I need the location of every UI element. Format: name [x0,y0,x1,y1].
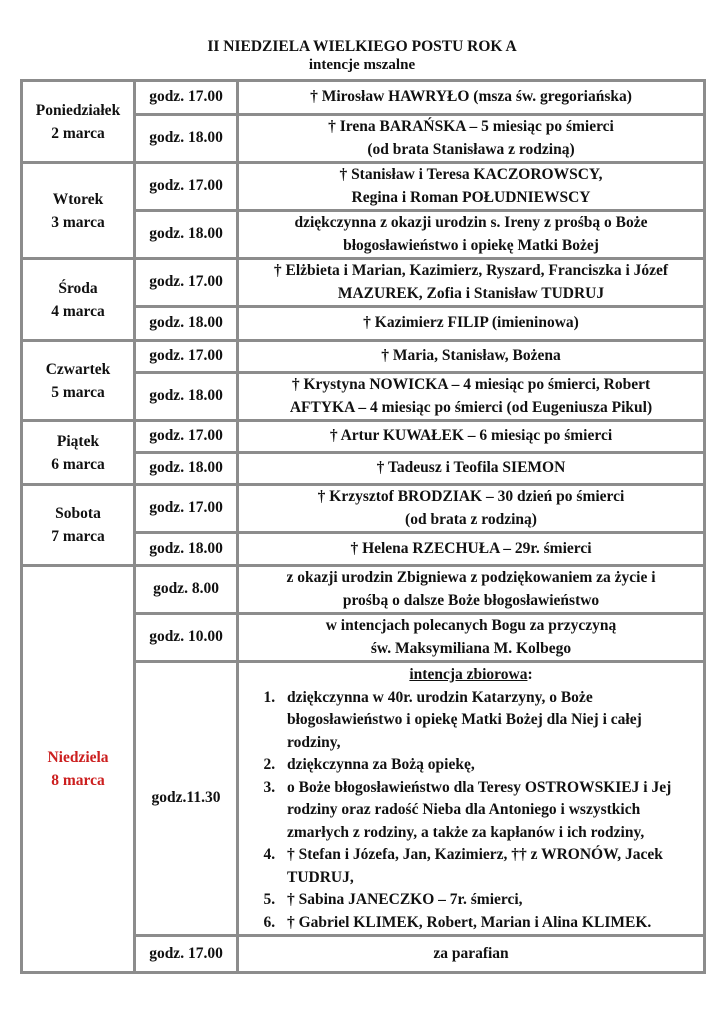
intention-line: Regina i Roman POŁUDNIEWSCY [351,188,591,206]
day-name: Środa [58,279,98,297]
intention-line: † Mirosław HAWRYŁO (msza św. gregoriańska) [310,88,632,106]
mass-time: godz.11.30 [135,662,238,936]
mass-intention [238,614,705,662]
mass-time: godz. 17.00 [135,259,238,307]
page-title: II NIEDZIELA WIELKIEGO POSTU ROK A [207,38,517,55]
mass-intention [238,211,705,259]
mass-intention [238,533,705,566]
day-date: 6 marca [51,455,105,473]
mass-intention [238,307,705,341]
list-item: 1. dziękczynna w 40r. urodzin Katarzyny, o Boże błogosławieństwo i opiekę Matki Bożej dla Niej i całej rodziny, [279,687,697,755]
day-cell-thursday [22,341,135,421]
mass-time: godz. 17.00 [135,421,238,453]
intention-line: (od brata z rodziną) [405,510,537,528]
mass-time: godz. 17.00 [135,936,238,973]
table-row [22,81,705,115]
collective-intention [238,662,705,936]
day-name: Sobota [55,505,101,522]
mass-time: godz. 17.00 [135,485,238,533]
mass-intention [238,341,705,373]
mass-time: godz. 17.00 [135,81,238,115]
mass-intention [238,936,705,973]
day-cell-tuesday [22,163,135,259]
table-row [22,421,705,453]
mass-intention [238,453,705,485]
intention-line: † Stanisław i Teresa KACZOROWSCY, [339,166,603,183]
mass-time: godz. 17.00 [135,341,238,373]
list-item: 6. † Gabriel KLIMEK, Robert, Marian i Alina KLIMEK. [279,912,697,935]
mass-intention [238,421,705,453]
day-cell-sunday [22,566,135,973]
intention-line: św. Maksymiliana M. Kolbego [370,639,572,657]
day-name: Poniedziałek [35,101,121,119]
list-item: 5. † Sabina JANECZKO – 7r. śmierci, [279,889,697,912]
intention-line: † Elżbieta i Marian, Kazimierz, Ryszard, Franciszka i Józef [273,262,669,279]
collective-label: intencja zbiorowa: [409,666,533,683]
day-date: 2 marca [51,124,105,142]
intention-line: † Krystyna NOWICKA – 4 miesiąc po śmierci, Robert [291,376,651,393]
day-name: Wtorek [52,190,104,208]
list-item: 4. † Stefan i Józefa, Jan, Kazimierz, †† z WRONÓW, Jacek TUDRUJ, [279,844,697,889]
mass-time: godz. 17.00 [135,163,238,211]
table-row [22,341,705,373]
page-subtitle: intencje mszalne [308,57,416,73]
table-row [22,163,705,211]
mass-time: godz. 18.00 [135,453,238,485]
intention-line: błogosławieństwo i opiekę Matki Bożej [343,236,599,254]
list-item: 3. o Boże błogosławieństwo dla Teresy OSTROWSKIEJ i Jej rodziny oraz radość Nieba dla Antoniego i wszystkich zmarłych z rodziny, a także za kapłanów i ich rodziny, [279,777,697,845]
day-cell-friday [22,421,135,485]
day-cell-monday [22,81,135,163]
mass-intention [238,259,705,307]
intention-line: † Maria, Stanisław, Bożena [381,347,561,365]
mass-intention [238,373,705,421]
day-date: 5 marca [51,383,105,401]
mass-time: godz. 18.00 [135,211,238,259]
intention-line: MAZUREK, Zofia i Stanisław TUDRUJ [337,284,605,302]
intention-line: † Artur KUWAŁEK – 6 miesiąc po śmierci [329,427,613,445]
mass-intention [238,163,705,211]
mass-time: godz. 18.00 [135,115,238,163]
day-cell-saturday [22,485,135,566]
day-name: Niedziela [47,749,109,766]
collective-intention-list [245,687,697,935]
day-date: 8 marca [51,772,105,789]
intention-line: w intencjach polecanych Bogu za przyczyną [325,617,617,634]
intention-line: † Tadeusz i Teofila SIEMON [376,459,566,477]
mass-time: godz. 18.00 [135,533,238,566]
mass-intention [238,566,705,614]
day-cell-wednesday [22,259,135,341]
intention-line: † Helena RZECHUŁA – 29r. śmierci [350,539,592,557]
mass-time: godz. 10.00 [135,614,238,662]
intention-line: AFTYKA – 4 miesiąc po śmierci (od Eugeniusza Pikul) [289,398,653,416]
intention-line: † Krzysztof BRODZIAK – 30 dzień po śmierci [317,488,625,505]
day-name: Piątek [56,432,100,450]
mass-intentions-table [20,79,706,974]
table-row [22,259,705,307]
day-date: 3 marca [51,213,105,231]
intention-line: † Irena BARAŃSKA – 5 miesiąc po śmierci [328,118,614,135]
mass-intention [238,485,705,533]
mass-time: godz. 18.00 [135,307,238,341]
mass-intention [238,81,705,115]
intention-line: prośbą o dalsze Boże błogosławieństwo [342,591,600,609]
intention-line: (od brata Stanisława z rodziną) [367,140,575,158]
intention-line: † Kazimierz FILIP (imieninowa) [363,314,579,332]
intention-line: za parafian [433,944,509,962]
day-name: Czwartek [45,360,111,378]
day-date: 7 marca [51,528,105,545]
mass-intention [238,115,705,163]
mass-time: godz. 18.00 [135,373,238,421]
mass-time: godz. 8.00 [135,566,238,614]
table-row [22,485,705,533]
intention-line: dziękczynna z okazji urodzin s. Ireny z prośbą o Boże [294,214,648,231]
intention-line: z okazji urodzin Zbigniewa z podziękowaniem za życie i [286,569,656,586]
table-row [22,566,705,614]
day-date: 4 marca [51,302,105,320]
list-item: 2. dziękczynna za Bożą opiekę, [279,754,697,777]
